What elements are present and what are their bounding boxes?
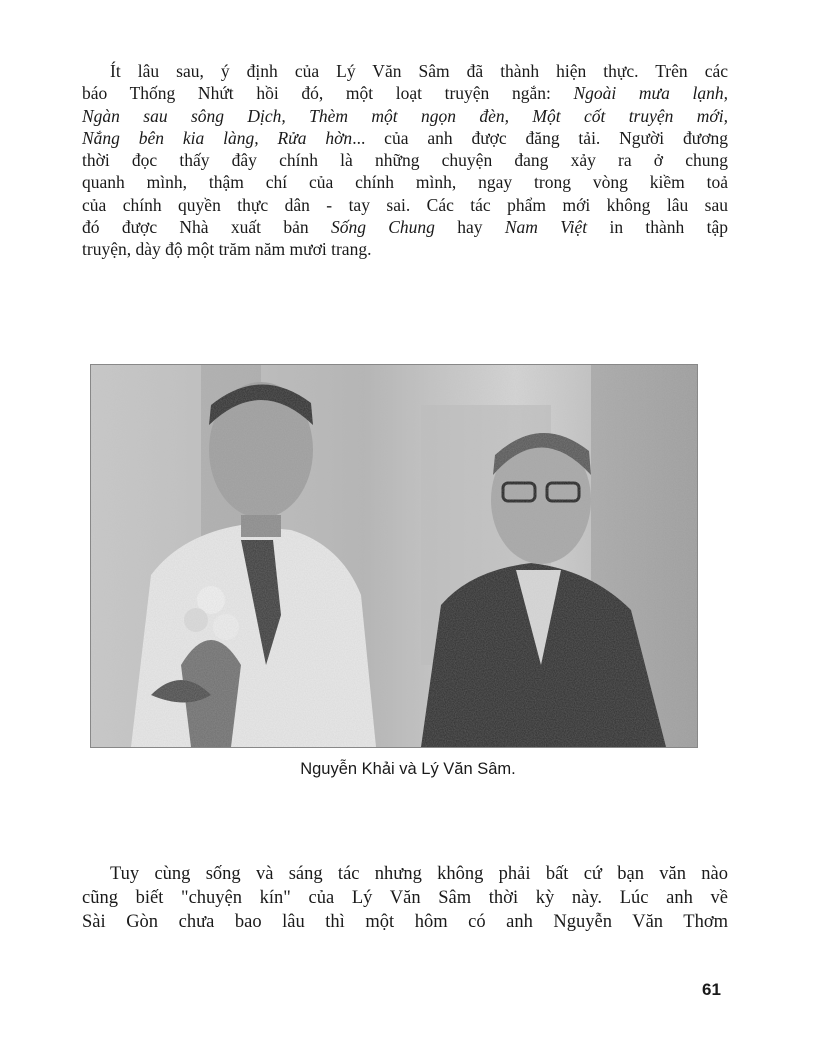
paragraph-2 bbox=[82, 862, 728, 934]
text-line: đó được Nhà xuất bản Sống Chung hay Nam Việt in thành tập bbox=[82, 217, 728, 238]
text-line: Ngàn sau sông Dịch, Thèm một ngọn đèn, Một cốt truyện mới, bbox=[82, 105, 728, 126]
text-line: báo Thống Nhứt hồi đó, một loạt truyện ngắn: Ngoài mưa lạnh, bbox=[82, 83, 728, 104]
text-line: thời đọc thấy đây chính là những chuyện đang xảy ra ở chung bbox=[82, 150, 728, 171]
photo-illustration bbox=[91, 365, 697, 747]
text-line: Tuy cùng sống và sáng tác nhưng không phải bất cứ bạn văn nào bbox=[110, 864, 728, 884]
text-line: Sài Gòn chưa bao lâu thì một hôm có anh Nguyễn Văn Thơm bbox=[82, 912, 728, 932]
text-line: Nắng bên kia làng, Rửa hờn... của anh được đăng tải. Người đương bbox=[82, 127, 728, 148]
text-line: cũng biết "chuyện kín" của Lý Văn Sâm thời kỳ này. Lúc anh về bbox=[82, 888, 728, 908]
photo-caption: Nguyễn Khải và Lý Văn Sâm. bbox=[300, 760, 516, 778]
page-number: 61 bbox=[702, 980, 721, 999]
text-line: của chính quyền thực dân - tay sai. Các tác phẩm mới không lâu sau bbox=[82, 194, 728, 215]
text-line: Ít lâu sau, ý định của Lý Văn Sâm đã thành hiện thực. Trên các bbox=[110, 61, 728, 81]
text-line: quanh mình, thậm chí của chính mình, ngay trong vòng kiềm toả bbox=[82, 172, 728, 193]
paragraph-1 bbox=[82, 60, 728, 261]
text-line: truyện, dày độ một trăm năm mươi trang. bbox=[82, 239, 372, 260]
photo-nguyen-khai-ly-van-sam bbox=[90, 364, 698, 748]
